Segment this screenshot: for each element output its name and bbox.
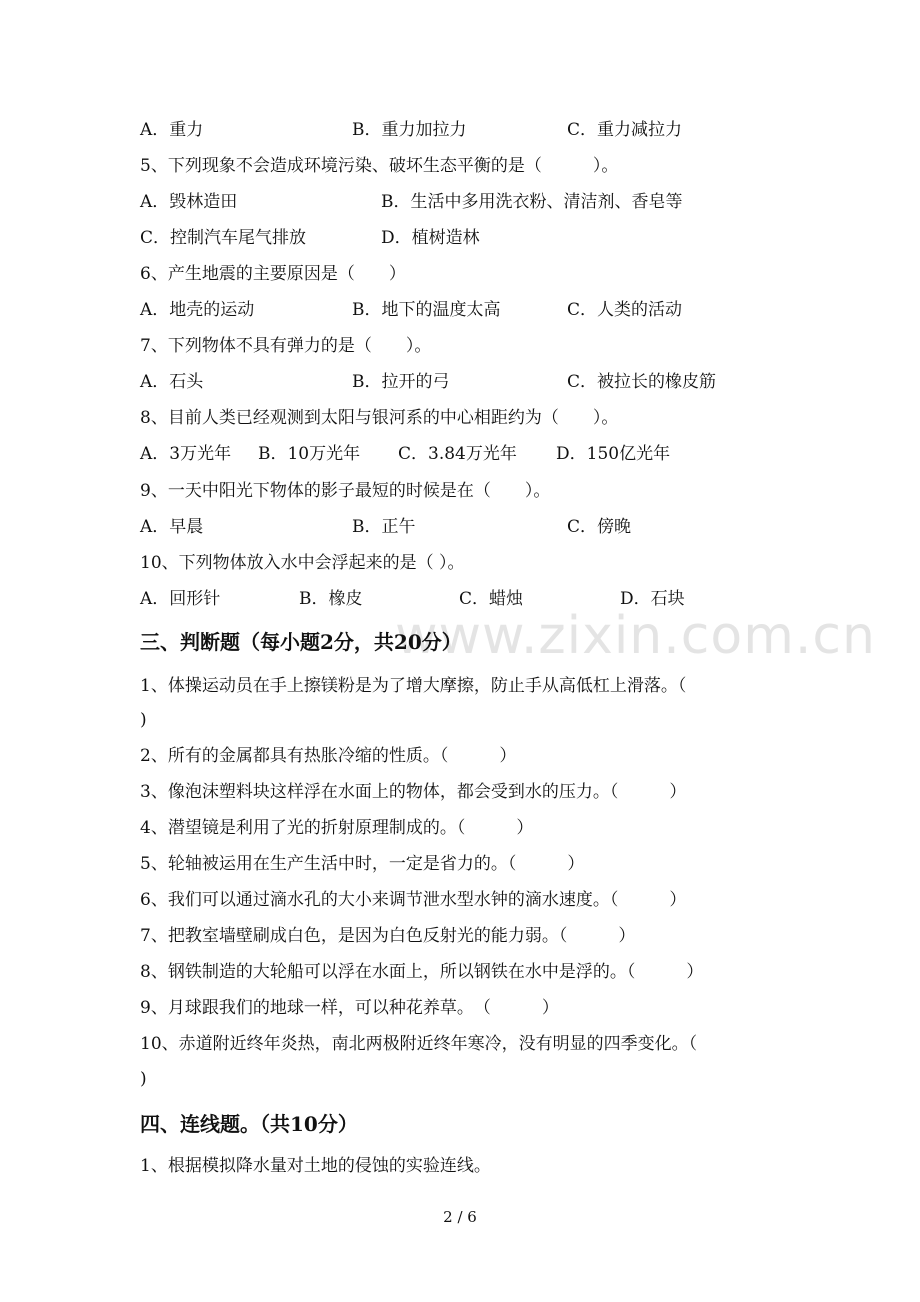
watermark: www.zixin.com.cn	[395, 606, 876, 666]
tf-item-10-cont: )	[140, 1069, 147, 1089]
q5-question: 5、下列现象不会造成环境污染、破坏生态平衡的是（ ）。	[140, 156, 619, 176]
tf-item-2: 2、所有的金属都具有热胀冷缩的性质。（ ）	[140, 746, 517, 766]
q7-question: 7、下列物体不具有弹力的是（ ）。	[140, 336, 432, 356]
q5-option-d: D．植树造林	[381, 228, 480, 248]
tf-item-4: 4、潜望镜是利用了光的折射原理制成的。（ ）	[140, 818, 534, 838]
section3-heading: 三、判断题（每小题2分，共20分）	[140, 630, 462, 654]
q4-option-c: C．重力减拉力	[567, 120, 683, 140]
matching-item-1: 1、根据模拟降水量对土地的侵蚀的实验连线。	[140, 1156, 491, 1176]
tf-item-6: 6、我们可以通过滴水孔的大小来调节泄水型水钟的滴水速度。（ ）	[140, 890, 687, 910]
q10-option-b: B．橡皮	[299, 589, 363, 609]
tf-item-10: 10、赤道附近终年炎热，南北两极附近终年寒冷，没有明显的四季变化。（	[140, 1034, 698, 1054]
q10-question: 10、下列物体放入水中会浮起来的是（ ）。	[140, 553, 465, 573]
tf-item-7: 7、把教室墙壁刷成白色，是因为白色反射光的能力弱。（ ）	[140, 926, 636, 946]
q8-option-c: C．3.84万光年	[398, 444, 517, 464]
q10-option-d: D．石块	[620, 589, 685, 609]
q10-option-a: A．回形针	[140, 589, 221, 609]
tf-item-9: 9、月球跟我们的地球一样，可以种花养草。 （ ）	[140, 998, 559, 1018]
q7-option-b: B．拉开的弓	[352, 372, 450, 392]
q6-question: 6、产生地震的主要原因是（ ）	[140, 264, 406, 284]
q6-option-b: B．地下的温度太高	[352, 300, 501, 320]
q6-option-c: C．人类的活动	[567, 300, 683, 320]
q4-option-a: A．重力	[140, 120, 204, 140]
q5-option-a: A．毁林造田	[140, 192, 238, 212]
tf-item-1: 1、体操运动员在手上擦镁粉是为了增大摩擦，防止手从高低杠上滑落。（	[140, 676, 687, 696]
q9-option-a: A．早晨	[140, 517, 204, 537]
q7-option-c: C．被拉长的橡皮筋	[567, 372, 717, 392]
q6-option-a: A．地壳的运动	[140, 300, 255, 320]
tf-item-5: 5、轮轴被运用在生产生活中时，一定是省力的。（ ）	[140, 854, 585, 874]
page-number: 2 / 6	[443, 1208, 477, 1226]
q8-question: 8、目前人类已经观测到太阳与银河系的中心相距约为（ ）。	[140, 408, 619, 428]
q8-option-a: A．3万光年	[140, 444, 232, 464]
tf-item-8: 8、钢铁制造的大轮船可以浮在水面上，所以钢铁在水中是浮的。（ ）	[140, 962, 704, 982]
tf-item-3: 3、像泡沫塑料块这样浮在水面上的物体，都会受到水的压力。（ ）	[140, 782, 687, 802]
q9-option-c: C．傍晚	[567, 517, 632, 537]
q9-question: 9、一天中阳光下物体的影子最短的时候是在（ ）。	[140, 481, 551, 501]
q5-option-b: B．生活中多用洗衣粉、清洁剂、香皂等	[381, 192, 683, 212]
q10-option-c: C．蜡烛	[459, 589, 524, 609]
tf-item-1-cont: )	[140, 710, 147, 730]
q8-option-d: D．150亿光年	[556, 444, 671, 464]
q8-option-b: B．10万光年	[258, 444, 361, 464]
q7-option-a: A．石头	[140, 372, 204, 392]
q4-option-b: B．重力加拉力	[352, 120, 467, 140]
section4-heading: 四、连线题。（共10分）	[140, 1112, 358, 1136]
q5-option-c: C．控制汽车尾气排放	[140, 228, 307, 248]
q9-option-b: B．正午	[352, 517, 416, 537]
